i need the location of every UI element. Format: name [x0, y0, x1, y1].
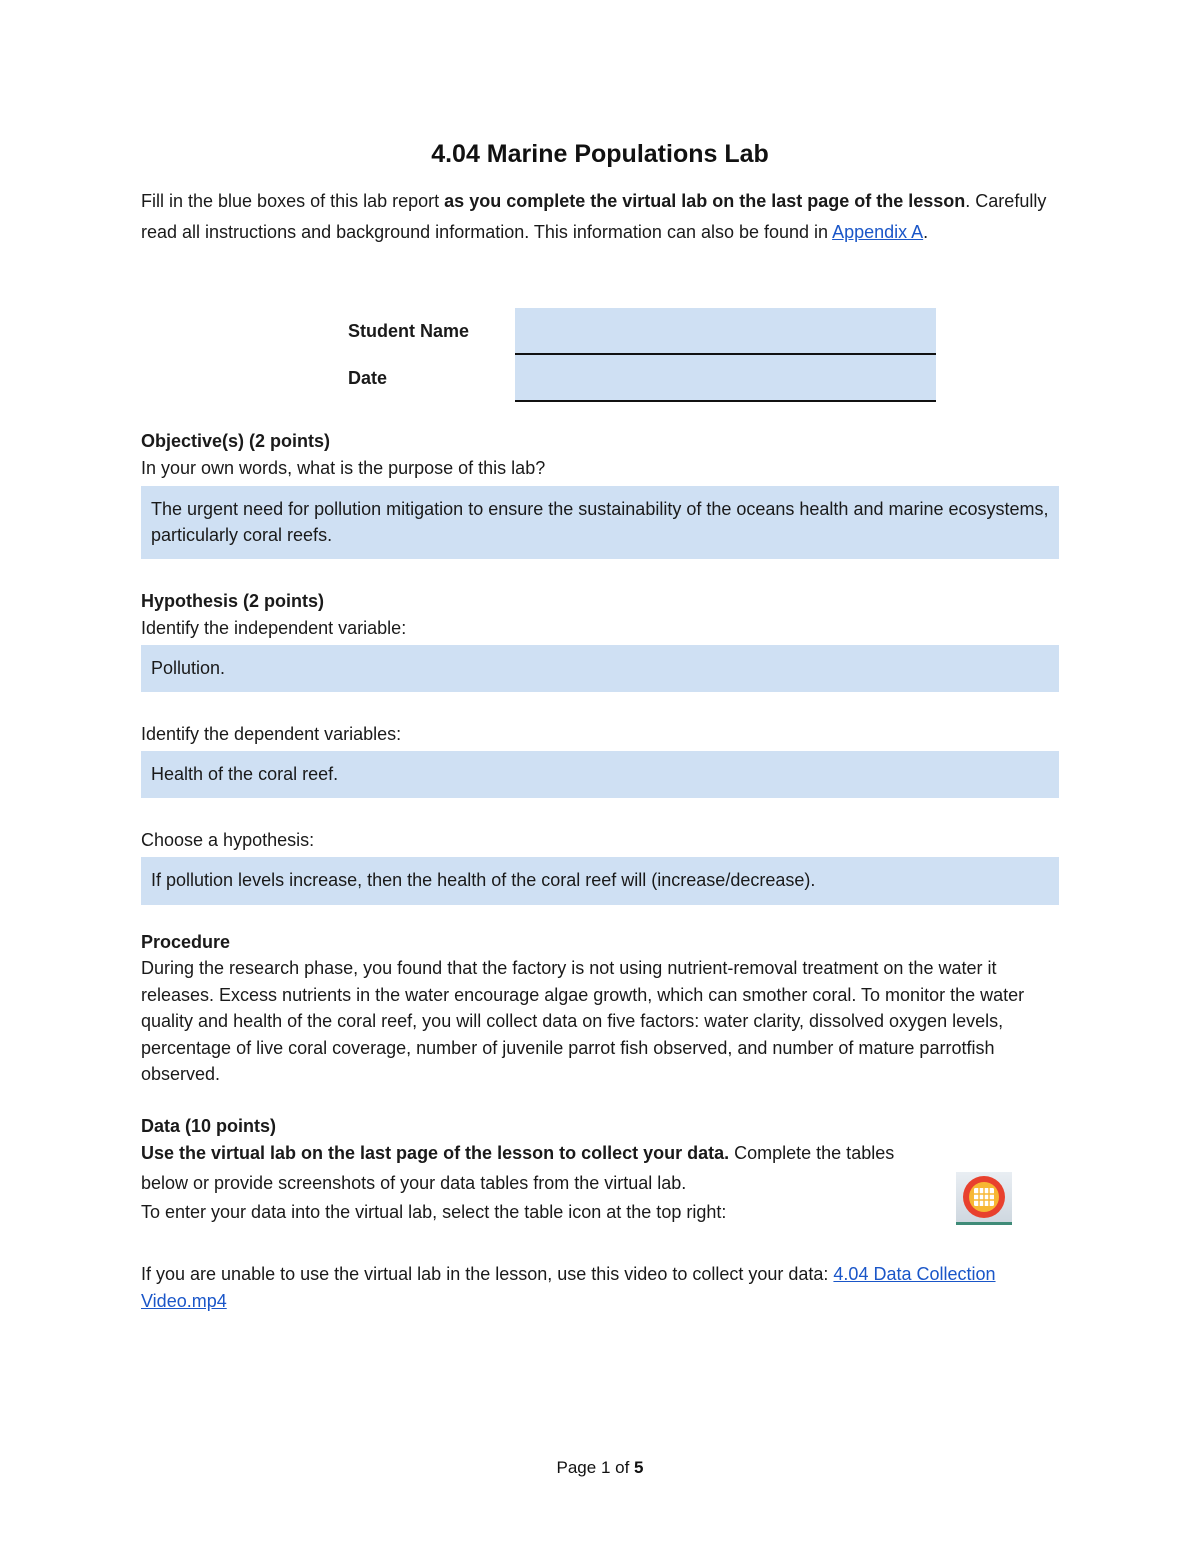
objective-prompt: In your own words, what is the purpose of this lab? [141, 458, 546, 478]
independent-variable-prompt: Identify the independent variable: [141, 618, 407, 638]
data-heading: Data (10 points) [141, 1116, 277, 1136]
data-text-1: Complete the tables below or provide screenshots of your data tables from the virtual lab. [141, 1143, 895, 1193]
intro-bold-text: as you complete the virtual lab on the last page of the lesson [444, 191, 966, 211]
objective-answer-box[interactable]: The urgent need for pollution mitigation to ensure the sustainability of the oceans health and marine ecosystems, particularly coral reefs. [141, 486, 1059, 559]
data-instructions [141, 1139, 921, 1228]
intro-text-3: . [923, 221, 929, 242]
table-icon [956, 1172, 1012, 1225]
appendix-a-link[interactable]: Appendix A [832, 221, 924, 242]
student-name-field[interactable] [515, 308, 936, 355]
hypothesis-heading: Hypothesis (2 points) [141, 591, 325, 611]
date-row [348, 355, 936, 402]
page-label: Page [556, 1458, 601, 1477]
procedure-heading: Procedure [141, 932, 231, 952]
independent-variable-answer-box[interactable]: Pollution. [141, 645, 1059, 692]
data-collection-video-link[interactable]: 4.04 Data Collection Video.mp4 [141, 1264, 996, 1311]
data-text-2: To enter your data into the virtual lab, select the table icon at the top right: [141, 1202, 727, 1222]
page-of-label: of [610, 1458, 635, 1477]
intro-text-1: Fill in the blue boxes of this lab report [141, 191, 445, 211]
choose-hypothesis-prompt: Choose a hypothesis: [141, 830, 315, 850]
hypothesis-answer-box[interactable]: If pollution levels increase, then the health of the coral reef will (increase/decrease). [141, 857, 1059, 905]
student-name-label: Student Name [348, 321, 470, 341]
intro-paragraph [141, 186, 1059, 247]
video-text: If you are unable to use the virtual lab in the lesson, use this video to collect your data: [141, 1264, 834, 1284]
data-bold-text: Use the virtual lab on the last page of the lesson to collect your data. [141, 1143, 730, 1163]
total-pages-number: 5 [634, 1458, 644, 1477]
procedure-text: During the research phase, you found that the factory is not using nutrient-removal treatment on the water it releases. Excess nutrients in the water encourage algae growth, which can smother coral. To monitor the water quality and health of the coral reef, you will collect data on five factors: water clarity, dissolved oxygen levels, percentage of live coral coverage, number of juvenile parrot fish observed, and number of mature parrotfish observed. [141, 958, 1025, 1084]
current-page-number: 1 [600, 1458, 611, 1477]
dependent-variable-prompt: Identify the dependent variables: [141, 724, 402, 744]
objective-heading: Objective(s) (2 points) [141, 431, 331, 451]
date-field[interactable] [515, 355, 936, 402]
video-paragraph [141, 1261, 1059, 1314]
student-name-row [348, 308, 936, 355]
student-info-table [348, 308, 936, 402]
table-icon-graphic [956, 1172, 1012, 1222]
dependent-variable-answer-box[interactable]: Health of the coral reef. [141, 751, 1059, 798]
intro-text-2: . Carefully read all instructions and background information. This information can also be found in [141, 191, 1047, 242]
date-label: Date [348, 368, 388, 388]
page-footer [0, 1458, 1200, 1478]
page-title: 4.04 Marine Populations Lab [431, 140, 769, 168]
